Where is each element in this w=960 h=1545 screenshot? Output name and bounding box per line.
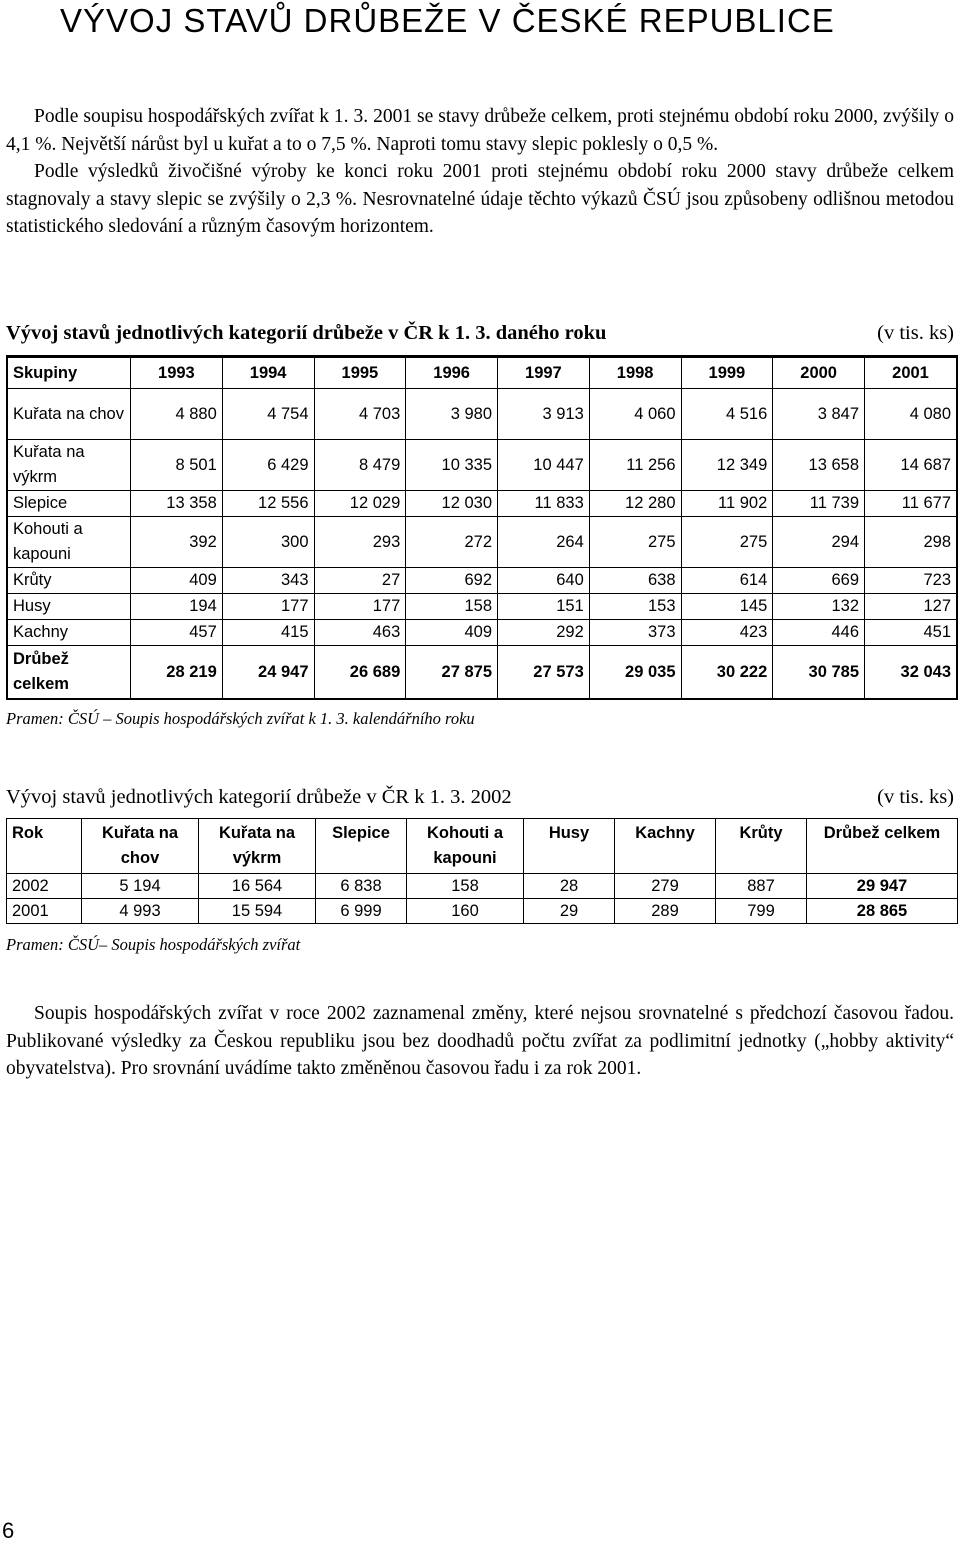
table2-header-cell: Kuřata na chov (82, 819, 199, 874)
table2-header-cell: Kuřata na výkrm (199, 819, 316, 874)
table1-header-cell: 1998 (589, 357, 681, 389)
table1-source: Pramen: ČSÚ – Soupis hospodářských zvířat k 1. 3. kalendářního roku (6, 709, 475, 728)
table-row (7, 440, 957, 491)
table-cell: 4 080 (865, 389, 958, 440)
table-cell: 293 (314, 517, 406, 568)
table-row (7, 620, 957, 646)
outro-paragraph: Soupis hospodářských zvířat v roce 2002 zaznamenal změny, které nejsou srovnatelné s předchozí časovou řadou. Publikované výsledky za Českou republiku jsou bez doodhadů počtu zvířat za podlimitní jednotky („hobby aktivity“ obyvatelstva). Pro srovnání uvádíme takto změněnou časovou řadu i za rok 2001. (6, 1003, 954, 1079)
row-label: Husy (7, 594, 131, 620)
table-cell: 294 (773, 517, 865, 568)
table-cell: 11 739 (773, 491, 865, 517)
table-cell: 723 (865, 568, 958, 594)
table2-header-cell: Rok (7, 819, 82, 874)
table-cell: 12 030 (406, 491, 498, 517)
table1-header-cell: 1997 (498, 357, 590, 389)
table-cell: 272 (406, 517, 498, 568)
outro-text (6, 1000, 954, 1083)
table-cell: 3 847 (773, 389, 865, 440)
table-cell: 264 (498, 517, 590, 568)
table1-header-cell: 1994 (222, 357, 314, 389)
table-cell: 153 (589, 594, 681, 620)
table2-unit: (v tis. ks) (877, 786, 954, 808)
table-cell: 4 703 (314, 389, 406, 440)
table-cell: 11 256 (589, 440, 681, 491)
table2-header-cell: Husy (524, 819, 615, 874)
table-row (7, 491, 957, 517)
table-cell: 343 (222, 568, 314, 594)
table-row (7, 389, 957, 440)
table-cell: 14 687 (865, 440, 958, 491)
table-cell: 127 (865, 594, 958, 620)
table1-header-cell: 1999 (681, 357, 773, 389)
table-cell: 292 (498, 620, 590, 646)
table-cell: 6 838 (316, 874, 407, 899)
table-cell: 158 (407, 874, 524, 899)
table-cell: 669 (773, 568, 865, 594)
table-cell: 614 (681, 568, 773, 594)
table-cell: 145 (681, 594, 773, 620)
table-cell: 11 902 (681, 491, 773, 517)
table-cell: 3 980 (406, 389, 498, 440)
table-cell: 415 (222, 620, 314, 646)
table-cell: 29 (524, 899, 615, 924)
table-cell: 24 947 (222, 646, 314, 700)
table1-header-row (7, 357, 957, 389)
table-cell: 12 556 (222, 491, 314, 517)
table1-caption (6, 322, 954, 348)
table-cell: 30 785 (773, 646, 865, 700)
year-cell: 2002 (7, 874, 82, 899)
table-cell: 392 (131, 517, 223, 568)
table1-title: Vývoj stavů jednotlivých kategorií drůbeže v ČR k 1. 3. daného roku (6, 322, 607, 344)
table-row (7, 517, 957, 568)
table-cell: 8 479 (314, 440, 406, 491)
table1-header-cell: 1995 (314, 357, 406, 389)
table-cell: 799 (716, 899, 807, 924)
table-cell: 27 (314, 568, 406, 594)
table-cell: 26 689 (314, 646, 406, 700)
table2-caption (6, 786, 954, 812)
table-cell: 279 (615, 874, 716, 899)
table-cell: 12 349 (681, 440, 773, 491)
table1-unit: (v tis. ks) (877, 322, 954, 344)
table-cell: 132 (773, 594, 865, 620)
table-cell: 151 (498, 594, 590, 620)
table-cell: 298 (865, 517, 958, 568)
table-cell: 4 516 (681, 389, 773, 440)
table-cell: 373 (589, 620, 681, 646)
page-number: 6 (2, 1518, 15, 1543)
table-row (7, 568, 957, 594)
table-cell: 692 (406, 568, 498, 594)
table-cell: 457 (131, 620, 223, 646)
table-row (7, 899, 958, 924)
table-cell: 10 335 (406, 440, 498, 491)
row-label: Kohouti a kapouni (7, 517, 131, 568)
table-cell: 275 (681, 517, 773, 568)
table-cell: 12 280 (589, 491, 681, 517)
table-cell: 300 (222, 517, 314, 568)
table-cell: 5 194 (82, 874, 199, 899)
row-label: Drůbež celkem (7, 646, 131, 700)
table-cell: 158 (406, 594, 498, 620)
table2-header-cell: Krůty (716, 819, 807, 874)
table2-header-cell: Kohouti a kapouni (407, 819, 524, 874)
table1-header-cell: 1993 (131, 357, 223, 389)
table-cell: 289 (615, 899, 716, 924)
table2-title: Vývoj stavů jednotlivých kategorií drůbeže v ČR k 1. 3. 2002 (6, 786, 512, 808)
table-cell: 275 (589, 517, 681, 568)
table-cell-total: 29 947 (807, 874, 958, 899)
table2-header-cell: Drůbež celkem (807, 819, 958, 874)
table-cell: 30 222 (681, 646, 773, 700)
table-cell: 6 999 (316, 899, 407, 924)
row-label: Krůty (7, 568, 131, 594)
table-cell: 13 658 (773, 440, 865, 491)
row-label: Kuřata na výkrm (7, 440, 131, 491)
table-cell: 177 (222, 594, 314, 620)
table-cell: 10 447 (498, 440, 590, 491)
table-cell: 423 (681, 620, 773, 646)
table1-header-cell: 2001 (865, 357, 958, 389)
table-cell: 887 (716, 874, 807, 899)
row-label: Kachny (7, 620, 131, 646)
table-cell: 160 (407, 899, 524, 924)
table-cell: 15 594 (199, 899, 316, 924)
table-cell: 12 029 (314, 491, 406, 517)
table-cell: 409 (406, 620, 498, 646)
table-cell: 4 754 (222, 389, 314, 440)
table-row-total (7, 646, 957, 700)
table-cell: 4 880 (131, 389, 223, 440)
table-cell: 640 (498, 568, 590, 594)
table2-source: Pramen: ČSÚ– Soupis hospodářských zvířat (6, 935, 301, 954)
table-cell: 27 875 (406, 646, 498, 700)
page-title: VÝVOJ STAVŮ DRŮBEŽE V ČESKÉ REPUBLICE (60, 2, 835, 39)
table-cell: 463 (314, 620, 406, 646)
intro-text (6, 103, 954, 241)
table-cell: 177 (314, 594, 406, 620)
table-cell: 194 (131, 594, 223, 620)
table1-header-cell: Skupiny (7, 357, 131, 389)
table-row (7, 594, 957, 620)
table-cell: 27 573 (498, 646, 590, 700)
table-cell: 4 060 (589, 389, 681, 440)
table-cell: 409 (131, 568, 223, 594)
table2-header-cell: Kachny (615, 819, 716, 874)
year-cell: 2001 (7, 899, 82, 924)
table-cell: 11 677 (865, 491, 958, 517)
table-cell: 13 358 (131, 491, 223, 517)
table-cell: 4 993 (82, 899, 199, 924)
table-cell: 16 564 (199, 874, 316, 899)
table1-header-cell: 1996 (406, 357, 498, 389)
table2-header-cell: Slepice (316, 819, 407, 874)
table-cell: 8 501 (131, 440, 223, 491)
table-row (7, 874, 958, 899)
table-cell: 6 429 (222, 440, 314, 491)
intro-paragraph-1: Podle soupisu hospodářských zvířat k 1. 3. 2001 se stavy drůbeže celkem, proti stejnému období roku 2000, zvýšily o 4,1 %. Největší nárůst byl u kuřat a to o 7,5 %. Naproti tomu stavy slepic poklesly o 0,5 %. (6, 106, 954, 155)
poultry-table-2002 (6, 818, 958, 924)
intro-paragraph-2: Podle výsledků živočišné výroby ke konci roku 2001 proti stejnému období roku 2000 stavy drůbeže celkem stagnovaly a stavy slepic se zvýšily o 2,3 %. Nesrovnatelné údaje těchto výkazů ČSÚ jsou způsobeny odlišnou metodou statistického sledování a různým časovým horizontem. (6, 161, 954, 237)
table2-header-row (7, 819, 958, 874)
poultry-table-1993-2001 (6, 355, 958, 700)
table-cell: 32 043 (865, 646, 958, 700)
table1-header-cell: 2000 (773, 357, 865, 389)
table-cell: 451 (865, 620, 958, 646)
table-cell: 638 (589, 568, 681, 594)
table-cell: 28 219 (131, 646, 223, 700)
table-cell: 11 833 (498, 491, 590, 517)
table-cell: 446 (773, 620, 865, 646)
table-cell: 3 913 (498, 389, 590, 440)
table-cell-total: 28 865 (807, 899, 958, 924)
table-cell: 28 (524, 874, 615, 899)
row-label: Slepice (7, 491, 131, 517)
table-cell: 29 035 (589, 646, 681, 700)
row-label: Kuřata na chov (7, 389, 131, 440)
